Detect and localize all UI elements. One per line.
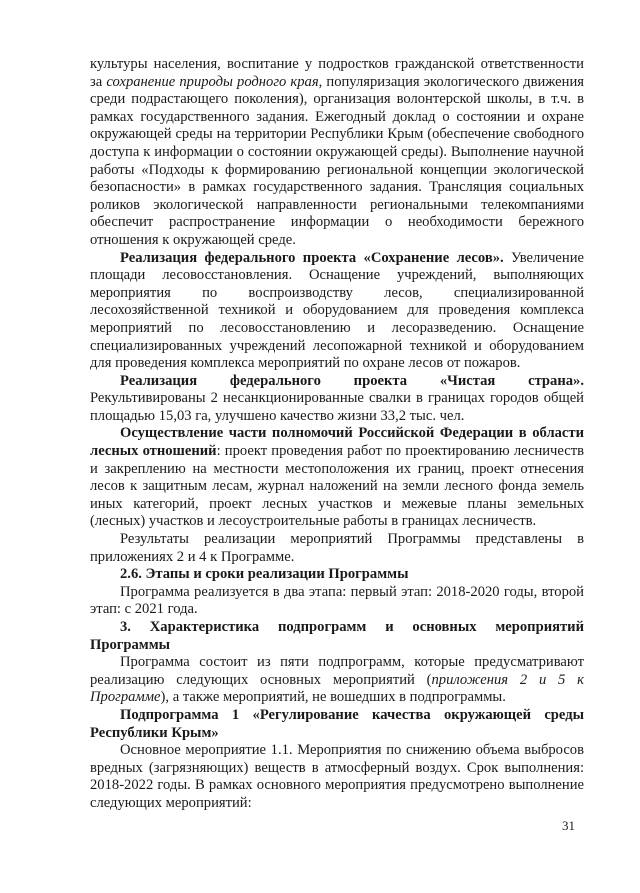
document-page <box>90 56 584 813</box>
paragraph-forest-relations <box>90 425 584 531</box>
paragraph-bold-lead: Реализация федерального проекта «Чистая страна». <box>120 372 584 389</box>
paragraph-text: Рекультивированы 2 несанкционированные свалки в границах городов общей площадью 15,03 га, улучшено качество жизни 33,2 тыс. чел. <box>90 390 584 424</box>
paragraph-ecological-culture <box>90 56 584 250</box>
heading-subprograms-characteristics: 3. Характеристика подпрограмм и основных мероприятий Программы <box>90 619 584 653</box>
paragraph-subprograms <box>90 654 584 707</box>
paragraph-text: ), а также мероприятий, не вошедших в подпрограммы. <box>160 689 506 706</box>
paragraph-italic-text: сохранение природы родного края <box>106 73 319 90</box>
paragraph-text: : проект проведения работ по проектированию лесничеств и закреплению на местности местоположения их границ, проект отнесения лесов к защитным лесам, журнал наложений на земли лесного фонда земель иных категорий, проект лесных участков и межевые планы земельных (лесных) участков и лесоустроительные работы в границах лесничеств. <box>90 443 584 530</box>
paragraph-stages: Программа реализуется в два этапа: первый этап: 2018-2020 годы, второй этап: с 2021 года. <box>90 583 584 618</box>
paragraph-italic-text: приложения 2 и 5 к Программе <box>90 671 584 706</box>
heading-stages-and-terms: 2.6. Этапы и сроки реализации Программы <box>120 566 409 583</box>
paragraph-main-activity-1-1: Основное мероприятие 1.1. Мероприятия по снижению объема выбросов вредных (загрязняющих) веществ в атмосферный воздух. Срок выполнения: 2018-2022 годы. В рамках основного мероприятия предусмотрено выполнение следующих мероприятий: <box>90 742 584 811</box>
paragraph-forest-preservation <box>90 250 584 373</box>
paragraph-clean-country <box>90 373 584 426</box>
paragraph-text: Увеличение площади лесовосстановления. Оснащение учреждений, выполняющих мероприятия по воспроизводству лесов, специализированной лесохозяйственной техникой и оборудованием для проведения комплекса мероприятий по лесовосстановлению и лесоразведению. Оснащение специализированных учреждений лесопожарной техникой и оборудованием для проведения комплекса мероприятий по охране лесов от пожаров. <box>90 249 585 372</box>
paragraph-results: Результаты реализации мероприятий Программы представлены в приложениях 2 и 4 к Программе. <box>90 531 584 565</box>
paragraph-bold-lead: Осуществление части полномочий Российской Федерации в области лесных отношений <box>90 425 584 460</box>
page-number: 31 <box>562 818 575 833</box>
paragraph-bold-lead: Реализация федерального проекта «Сохранение лесов». <box>120 249 504 266</box>
paragraph-text: культуры населения, воспитание у подростков гражданской ответственности за <box>90 56 584 90</box>
paragraph-text: Программа состоит из пяти подпрограмм, которые предусматривают реализацию следующих основных мероприятий ( <box>90 654 584 688</box>
heading-subprogram-1: Подпрограмма 1 «Регулирование качества окружающей среды Республики Крым» <box>90 706 584 741</box>
paragraph-text: , популяризация экологического движения среди подрастающего поколения), организация волонтерской школы, в т.ч. в рамках государственного задания. Ежегодный доклад о состоянии и охране окружающей среды на территории Республики Крым (обеспечение свободного доступа к информации о состоянии окружающей среды). Выполнение научной работы «Подходы к формированию региональной концепции экологической безопасности» в рамках государственного задания. Трансляция социальных роликов экологической направленности региональными телекомпаниями обеспечит распространение информации о необходимости бережного отношения к окружающей среде. <box>90 73 584 248</box>
